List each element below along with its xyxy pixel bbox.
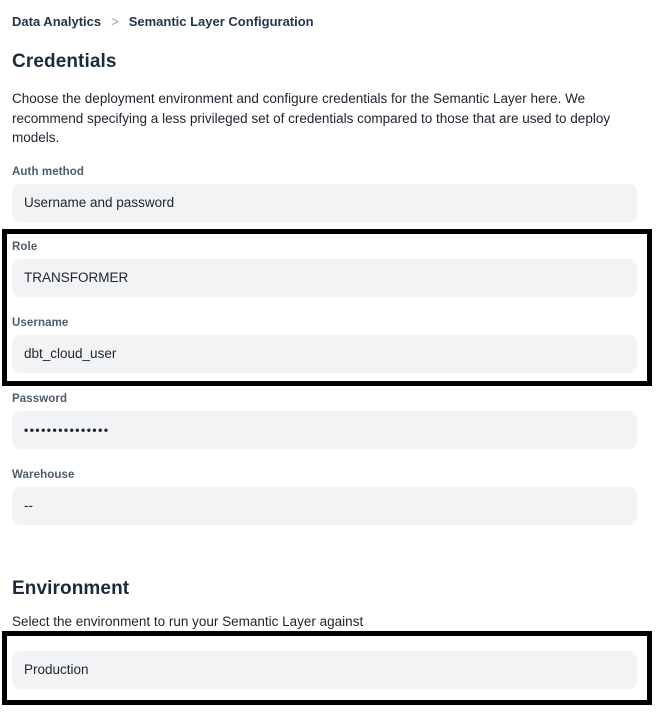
- warehouse-group: [12, 468, 637, 525]
- environment-select[interactable]: Production: [12, 651, 637, 689]
- username-group: [12, 316, 637, 373]
- highlight-box-environment: [2, 631, 652, 705]
- username-label: Username: [12, 316, 69, 329]
- credentials-heading: Credentials: [12, 51, 117, 72]
- breadcrumb-item-semantic-layer-configuration: Semantic Layer Configuration: [128, 14, 314, 29]
- role-input[interactable]: TRANSFORMER: [12, 259, 637, 297]
- username-input[interactable]: dbt_cloud_user: [12, 335, 637, 373]
- chevron-right-icon: >: [111, 13, 119, 30]
- auth-method-group: [12, 165, 637, 222]
- auth-method-select[interactable]: Username and password: [12, 184, 637, 222]
- breadcrumb: [12, 14, 637, 29]
- role-label: Role: [12, 240, 38, 253]
- environment-description: Select the environment to run your Semantic Layer against: [12, 613, 364, 629]
- auth-method-label: Auth method: [12, 165, 85, 178]
- breadcrumb-item-data-analytics[interactable]: Data Analytics: [12, 14, 102, 29]
- highlight-box-role-username: [2, 229, 652, 386]
- warehouse-label: Warehouse: [12, 468, 75, 481]
- role-group: [12, 240, 637, 297]
- warehouse-input[interactable]: --: [12, 487, 637, 525]
- credentials-description: Choose the deployment environment and configure credentials for the Semantic Layer here. We recommend specifying a less privileged set of credentials compared to those that are used to deploy models.: [12, 91, 611, 145]
- password-group: [12, 392, 637, 449]
- password-label: Password: [12, 392, 68, 405]
- environment-heading: Environment: [12, 577, 130, 599]
- password-input[interactable]: •••••••••••••••: [12, 411, 637, 449]
